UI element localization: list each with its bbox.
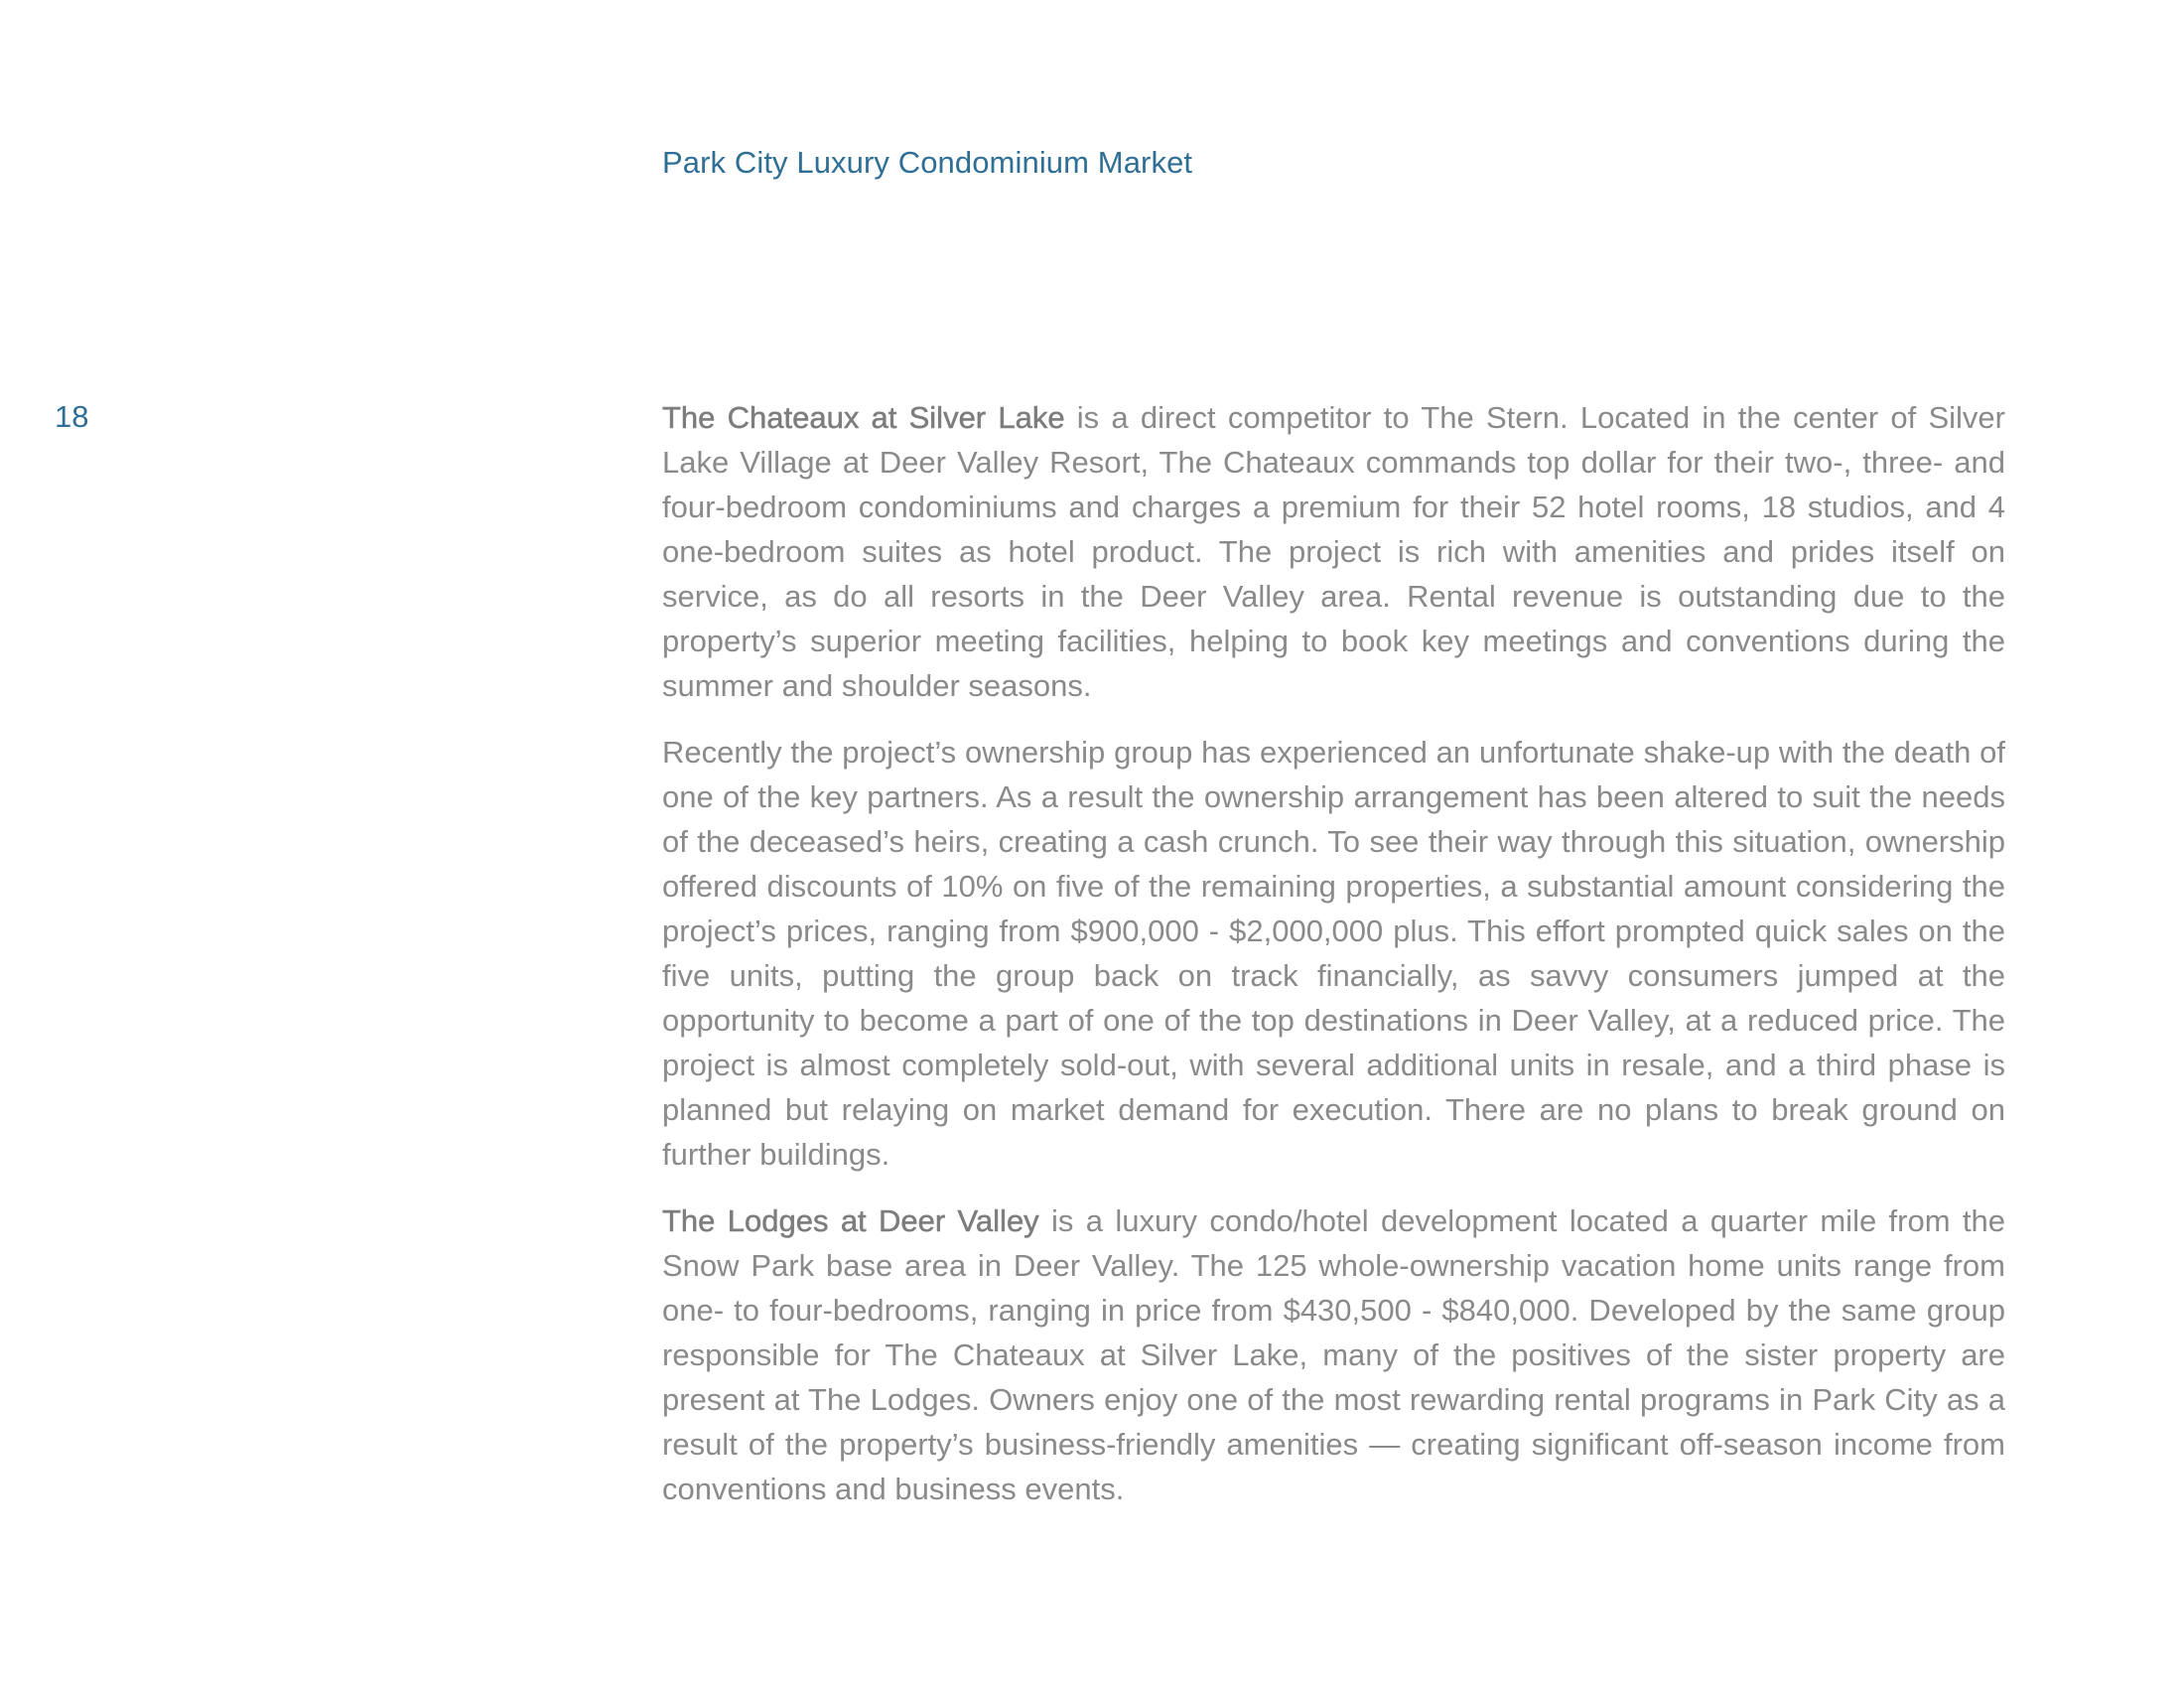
paragraph-ownership <box>662 730 2005 1177</box>
paragraph-text-lodges: is a luxury condo/hotel development located a quarter mile from the Snow Park base area in Deer Valley. The 125 whole-ownership vacation home units range from one- to four-bedrooms, ranging in price from $430,500 - $840,000. Developed by the same group responsible for The Chateaux at Silver Lake, many of the positives of the sister property are present at The Lodges. Owners enjoy one of the most rewarding rental programs in Park City as a result of the property’s business-friendly amenities — creating significant off-season income from conventions and business events. <box>662 1203 2005 1506</box>
page-number: 18 <box>55 399 89 434</box>
paragraph-lead-lodges: The Lodges at Deer Valley <box>662 1203 1039 1238</box>
article-body <box>662 395 2005 1533</box>
paragraph-chateaux <box>662 395 2005 708</box>
paragraph-text-chateaux: is a direct competitor to The Stern. Located in the center of Silver Lake Village at Deer Valley Resort, The Chateaux commands top dollar for their two-, three- and four-bedroom condominiums and charges a premium for their 52 hotel rooms, 18 studios, and 4 one-bedroom suites as hotel product. The project is rich with amenities and prides itself on service, as do all resorts in the Deer Valley area. Rental revenue is outstanding due to the property’s superior meeting facilities, helping to book key meetings and conventions during the summer and shoulder seasons. <box>662 400 2005 703</box>
paragraph-lead-chateaux: The Chateaux at Silver Lake <box>662 400 1065 435</box>
paragraph-text-ownership: Recently the project’s ownership group has experienced an unfortunate shake-up with the death of one of the key partners. As a result the ownership arrangement has been altered to suit the needs of the deceased’s heirs, creating a cash crunch. To see their way through this situation, ownership offered discounts of 10% on five of the remaining properties, a substantial amount considering the project’s prices, ranging from $900,000 - $2,000,000 plus. This effort prompted quick sales on the five units, putting the group back on track financially, as savvy consumers jumped at the opportunity to become a part of one of the top destinations in Deer Valley, at a reduced price. The project is almost completely sold-out, with several additional units in resale, and a third phase is planned but relaying on market demand for execution. There are no plans to break ground on further buildings. <box>662 735 2005 1172</box>
paragraph-lodges <box>662 1198 2005 1511</box>
running-header-title: Park City Luxury Condominium Market <box>662 145 1193 180</box>
